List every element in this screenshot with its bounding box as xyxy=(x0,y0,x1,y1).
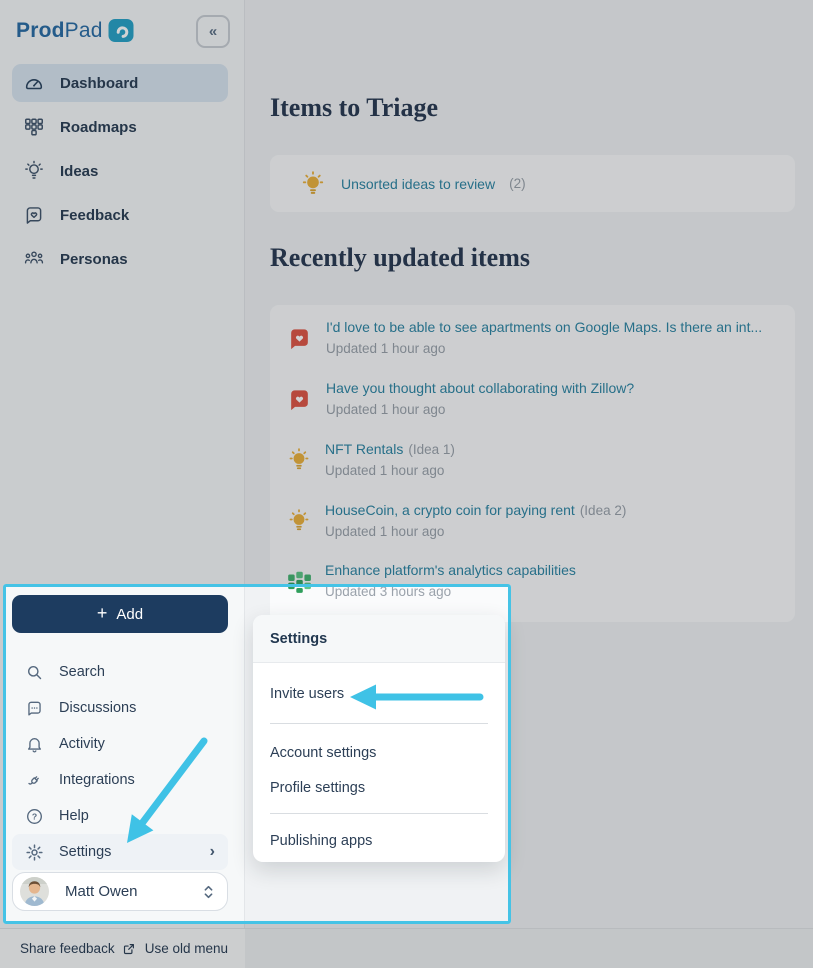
item-updated-meta: Updated 1 hour ago xyxy=(325,524,445,539)
list-item[interactable] xyxy=(286,441,786,478)
menu-item-activity[interactable] xyxy=(12,726,228,762)
add-button[interactable] xyxy=(12,595,228,633)
sidebar-item-label: Roadmaps xyxy=(60,118,137,136)
list-item[interactable] xyxy=(286,502,786,539)
popup-item-publishing-apps[interactable]: Publishing apps xyxy=(270,833,373,849)
sidebar-item-label: Ideas xyxy=(60,162,99,180)
item-id-suffix: (Idea 1) xyxy=(408,442,455,457)
gear-icon xyxy=(25,843,44,862)
sidebar-item-personas[interactable] xyxy=(12,240,228,278)
triage-item-link[interactable]: Unsorted ideas to review xyxy=(341,175,496,192)
sidebar-collapse-button[interactable] xyxy=(196,15,230,48)
up-down-chevrons-icon[interactable] xyxy=(203,884,214,900)
menu-item-integrations[interactable] xyxy=(12,762,228,798)
settings-popup-header: Settings xyxy=(253,615,505,663)
item-updated-meta: Updated 1 hour ago xyxy=(326,402,446,417)
initiative-grid-icon xyxy=(286,568,312,599)
item-updated-meta: Updated 3 hours ago xyxy=(325,584,452,599)
external-link-icon xyxy=(122,942,136,956)
svg-text:?: ? xyxy=(31,811,38,822)
settings-popup xyxy=(253,615,505,862)
menu-item-settings[interactable] xyxy=(12,834,228,870)
chevron-right-icon: › xyxy=(209,843,215,860)
footer-right xyxy=(245,929,813,968)
sidebar-item-label: Personas xyxy=(60,250,128,268)
menu-item-label: Search xyxy=(59,664,105,680)
people-icon xyxy=(23,248,45,270)
item-title-link[interactable]: I'd love to be able to see apartments on Google Maps. Is there an int... xyxy=(326,319,763,335)
menu-item-label: Activity xyxy=(59,736,105,752)
lightbulb-icon xyxy=(23,160,45,182)
plug-icon xyxy=(25,771,44,790)
list-item[interactable] xyxy=(286,380,786,417)
discussion-bubble-icon xyxy=(25,699,44,718)
sidebar-bottom-menu xyxy=(12,654,228,870)
item-updated-meta: Updated 1 hour ago xyxy=(325,463,445,478)
triage-card xyxy=(270,155,795,212)
list-item[interactable] xyxy=(286,319,786,356)
share-feedback-label: Share feedback xyxy=(20,941,115,956)
menu-item-label: Help xyxy=(59,808,89,824)
triage-item-count: (2) xyxy=(509,176,526,191)
feedback-bubble-icon xyxy=(286,386,313,417)
help-circle-icon xyxy=(25,807,44,826)
menu-item-label: Discussions xyxy=(59,700,137,716)
section-title-triage: Items to Triage xyxy=(270,93,438,122)
popup-item-invite-users[interactable]: Invite users xyxy=(270,686,345,702)
idea-bulb-icon xyxy=(286,508,312,539)
feedback-bubble-icon xyxy=(286,325,313,356)
user-name: Matt Owen xyxy=(65,883,138,900)
item-updated-meta: Updated 1 hour ago xyxy=(326,341,446,356)
share-feedback-link[interactable] xyxy=(20,941,136,956)
dashboard-gauge-icon xyxy=(23,72,45,94)
list-item[interactable] xyxy=(286,562,786,599)
user-avatar xyxy=(20,877,49,906)
footer-bar xyxy=(0,928,813,968)
recent-items-card xyxy=(270,305,795,622)
user-menu[interactable] xyxy=(12,872,228,911)
sidebar xyxy=(0,0,245,928)
menu-item-help[interactable] xyxy=(12,798,228,834)
settings-popup-body xyxy=(253,663,505,863)
chevrons-left-icon: « xyxy=(208,23,218,40)
footer-left xyxy=(0,929,245,968)
plus-icon: + xyxy=(96,602,108,623)
menu-item-discussions[interactable] xyxy=(12,690,228,726)
sidebar-item-ideas[interactable] xyxy=(12,152,228,190)
use-old-menu-label: Use old menu xyxy=(144,941,228,956)
popup-item-profile-settings[interactable]: Profile settings xyxy=(270,780,366,796)
sidebar-nav xyxy=(12,64,228,278)
menu-item-label: Settings xyxy=(59,844,112,860)
use-old-menu-link[interactable] xyxy=(145,941,228,956)
idea-bulb-icon xyxy=(299,170,327,198)
prodpad-logo xyxy=(16,18,134,43)
feedback-heart-bubble-icon xyxy=(23,204,45,226)
roadmap-grid-icon xyxy=(23,116,45,138)
menu-item-search[interactable] xyxy=(12,654,228,690)
section-title-recent: Recently updated items xyxy=(270,243,530,272)
idea-bulb-icon xyxy=(286,447,312,478)
item-title-link[interactable]: Enhance platform's analytics capabilities xyxy=(325,562,576,578)
search-icon xyxy=(25,663,44,682)
sidebar-item-label: Feedback xyxy=(60,206,130,224)
item-title-link[interactable]: HouseCoin, a crypto coin for paying rent xyxy=(325,502,575,518)
sidebar-item-label: Dashboard xyxy=(60,74,139,92)
add-button-label: Add xyxy=(116,605,144,623)
logo-text-prod: Prod xyxy=(16,18,65,42)
item-id-suffix: (Idea 2) xyxy=(579,503,627,518)
bell-icon xyxy=(25,735,44,754)
sidebar-item-feedback[interactable] xyxy=(12,196,228,234)
menu-item-label: Integrations xyxy=(59,772,135,788)
item-title-link[interactable]: Have you thought about collaborating with Zillow? xyxy=(326,380,635,396)
prodpad-curl-icon xyxy=(108,18,134,43)
popup-item-account-settings[interactable]: Account settings xyxy=(270,745,377,761)
item-title-link[interactable]: NFT Rentals xyxy=(325,441,404,457)
sidebar-item-dashboard[interactable] xyxy=(12,64,228,102)
sidebar-item-roadmaps[interactable] xyxy=(12,108,228,146)
logo-text-pad: Pad xyxy=(64,18,103,42)
